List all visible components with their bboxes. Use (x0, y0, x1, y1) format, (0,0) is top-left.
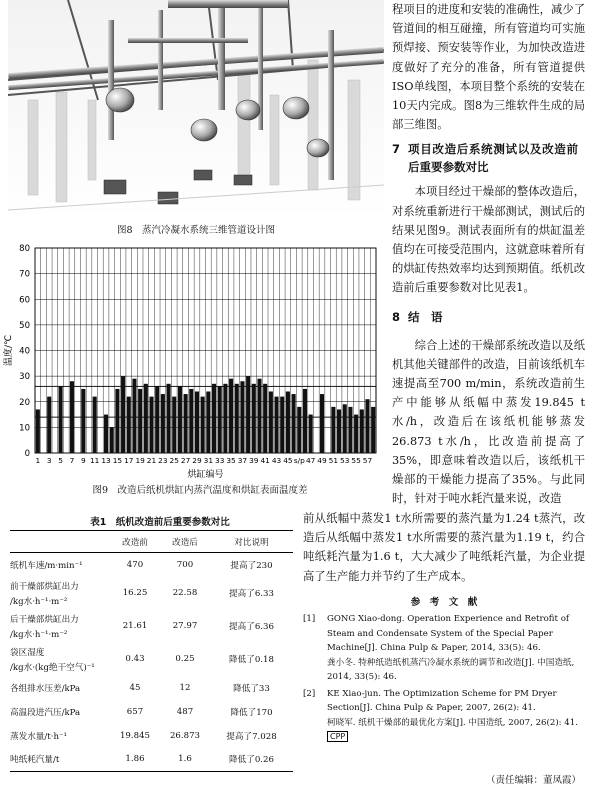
y-tick-label: 70 (19, 269, 30, 280)
bar (149, 397, 153, 453)
table1-header-row (10, 531, 293, 553)
bar (348, 407, 352, 453)
y-tick-label: 60 (19, 295, 30, 306)
table1-header-cell (10, 531, 110, 553)
table1-label: 袋区湿度 (10, 647, 45, 658)
bar (286, 392, 290, 454)
y-tick-label: 10 (19, 423, 30, 434)
x-tick-label: 13 (101, 456, 111, 465)
fig9-caption: 图9 改造后纸机烘缸内蒸汽温度和烘缸表面温度差 (92, 485, 308, 496)
table1-label: 吨纸耗汽量/t (10, 755, 60, 766)
x-tick-label: 57 (362, 456, 373, 465)
table1-label-cell (10, 676, 110, 700)
x-tick-label: 33 (215, 456, 225, 465)
paragraph-1: 程项目的进度和安装的准确性，减少了管道间的相互碰撞，所有管道均可实施预焊接、预安装等作业，为加快改造进度做好了充分的准备，所有管道提供ISO单线图，本项目整个系统的安装在10天内完成。图8为三维软件生成的局部三维图。 (392, 3, 585, 132)
table1-label-cell (10, 700, 110, 724)
bar (161, 394, 165, 453)
table1-label: 高温段进汽压/kPa (10, 707, 81, 718)
table1-row (10, 700, 293, 724)
bar (303, 389, 307, 453)
table1-cell-before: 657 (126, 706, 144, 717)
cpp-badge: CPP (327, 731, 348, 742)
x-tick-label: 15 (112, 456, 123, 465)
table1-row (10, 553, 293, 577)
right-column-upper (392, 0, 585, 508)
x-tick-label: 3 (46, 456, 52, 465)
x-tick-label: 17 (124, 456, 134, 465)
table1-cell-note: 降低了170 (230, 707, 273, 718)
table1-cell-before: 16.25 (122, 588, 148, 598)
table1-label-cell (10, 748, 110, 772)
references-list (303, 612, 585, 745)
table1-cell-before: 1.86 (125, 754, 145, 765)
paragraph-3-continued: 前从纸幅中蒸发1 t水所需要的蒸汽量为1.24 t蒸汽，改造后从纸幅中蒸发1 t水所需要的蒸汽量为1.19 t，约合吨纸耗汽量为1.6 t，大大减少了吨纸耗汽量，为企业提高了生产能力并节约了生产成本。 (303, 512, 585, 583)
bar (331, 407, 335, 453)
x-tick-label: 53 (340, 456, 350, 465)
table1-cell-note: 提高了230 (230, 560, 273, 571)
pipe-3d-rendering (8, 0, 384, 218)
bar (189, 389, 193, 453)
x-tick-label: 19 (135, 456, 145, 465)
table1-cell-note: 降低了33 (233, 683, 270, 694)
x-tick-label: 27 (180, 456, 191, 465)
bar (121, 376, 125, 453)
table1-row (10, 577, 293, 610)
x-tick-label: 47 (305, 456, 316, 465)
fig8-caption: 图8 蒸汽冷凝水系统三维管道设计图 (116, 225, 276, 236)
table1-label-cell (10, 553, 110, 577)
bar (280, 397, 284, 453)
bar (81, 389, 85, 453)
table1-label: 纸机车速/m·min⁻¹ (10, 560, 83, 571)
table1-label: 蒸发水量/t·h⁻¹ (10, 731, 67, 742)
table1-header-cell: 改造前 (122, 537, 148, 548)
x-tick-label: 49 (317, 456, 327, 465)
y-tick-label: 40 (19, 346, 30, 357)
x-tick-label: 39 (249, 456, 259, 465)
bar (274, 397, 278, 453)
section-8-title: 结 语 (408, 309, 443, 324)
table1-cell-after: 1.6 (178, 754, 192, 765)
bar (70, 381, 74, 453)
section-7-title: 项目改造后系统测试以及改造前后重要参数对比 (408, 142, 578, 175)
y-tick-label: 80 (19, 244, 30, 254)
table1-label: 后干燥部烘缸出力 (10, 614, 79, 625)
reference-chinese: 龚小冬. 特种纸造纸机蒸汽冷凝水系统的调节和改造[J]. 中国造纸, 2014, 33(5): 46. (327, 657, 575, 682)
bar (36, 409, 40, 453)
table1-cell-note: 提高了6.36 (229, 622, 274, 632)
paragraph-3: 综合上述的干燥部系统改造以及纸机其他关键部件的改造，目前该纸机车速提高至700 m/min，系统改造前生产中能够从纸幅中蒸发19.845 t水/h，改造后在该纸机能够蒸发26.873 t水/h，比改造前提高了35%，即意味着改造以后，该纸机干燥部的干燥能力提高了35%。与此同时，针对于吨水耗汽量来说，改造 (392, 338, 585, 506)
bar (252, 384, 256, 453)
table1-cell-after: 0.25 (175, 654, 195, 664)
bar (138, 389, 142, 453)
x-tick-label: 37 (237, 456, 248, 465)
reference-number: [2] (303, 688, 316, 699)
table1-label-cell (10, 577, 110, 610)
fig9-chart (0, 240, 386, 485)
bar (195, 392, 199, 454)
x-tick-label: 55 (351, 456, 361, 465)
table1-label-cell (10, 643, 110, 676)
table1-cell-before: 45 (129, 682, 141, 693)
bar (178, 386, 182, 453)
bar (172, 397, 176, 453)
table1-cell-note: 提高了7.028 (226, 731, 277, 742)
bar (365, 399, 369, 453)
references-heading: 参 考 文 献 (410, 597, 478, 608)
table1-cell-after: 12 (179, 682, 191, 693)
table1-header-cell: 对比说明 (234, 537, 269, 548)
x-tick-label: 9 (80, 456, 86, 465)
table1-cell-before: 19.845 (119, 730, 151, 741)
table1-label-cell (10, 724, 110, 748)
reference-number: [1] (303, 614, 316, 624)
section-8-heading (392, 308, 585, 326)
bar (104, 415, 108, 453)
bar (309, 415, 313, 453)
reference-item (303, 687, 585, 745)
table1-label-unit: /kg水·h⁻¹·m⁻² (10, 629, 68, 640)
bar (343, 404, 347, 453)
x-tick-label: 31 (203, 456, 214, 465)
section-8-number: 8 (392, 309, 401, 324)
table1-cell-after: 26.873 (169, 730, 201, 741)
bar (206, 392, 210, 454)
bar (297, 407, 301, 453)
bar (360, 409, 364, 453)
bar (110, 427, 114, 453)
bar (132, 379, 136, 453)
y-axis-label: 温度/℃ (4, 334, 14, 367)
reference-english: KE Xiao-jun. The Optimization Scheme for PM Dryer Section[J]. China Pulp & Paper, 2007, 26(2): 41. (327, 688, 557, 713)
bar (223, 384, 227, 453)
x-tick-label: 29 (192, 456, 202, 465)
paragraph-2: 本项目经过干燥部的整体改造后，对系统重新进行干燥部测试，测试后的结果见图9。测试表面所有的烘缸温差值均在可接受范围内，这就意味着所有的烘缸传热效率均达到预期值。纸机改造前后重要参数对比见表1。 (392, 185, 585, 295)
table1-label-cell (10, 610, 110, 643)
bar (218, 386, 222, 453)
bar (155, 386, 159, 453)
table1-row (10, 610, 293, 643)
x-axis-label: 烘缸编号 (187, 470, 224, 480)
x-tick-label: 25 (169, 456, 179, 465)
x-tick-label: s/p (293, 456, 305, 465)
bar (371, 407, 375, 453)
x-tick-label: 23 (158, 456, 168, 465)
y-tick-label: 0 (24, 449, 30, 459)
x-tick-label: 43 (271, 456, 282, 465)
bar (93, 397, 97, 453)
reference-item (303, 612, 585, 685)
reference-english: GONG Xiao-dong. Operation Experience and Retrofit of Steam and Condensate System of the Special Paper Machine[J]. China Pulp & Paper, 2014, 33(5): 46. (327, 614, 570, 653)
editor-note: （责任编辑：董凤霞） (485, 775, 581, 786)
x-tick-label: 41 (260, 456, 270, 465)
table1 (10, 530, 293, 772)
table1-cell-before: 21.61 (122, 621, 148, 631)
bar (144, 384, 148, 453)
x-tick-label: 51 (328, 456, 339, 465)
bar (47, 397, 51, 453)
table1-cell-after: 487 (176, 706, 194, 717)
bar (246, 376, 250, 453)
table1-row (10, 724, 293, 748)
table1-row (10, 643, 293, 676)
table1-cell-before: 0.43 (125, 654, 145, 664)
table1-label-unit: /kg水·(kg绝干空气)⁻¹ (10, 662, 95, 673)
bar (127, 397, 131, 453)
table1-cell-after: 27.97 (172, 621, 198, 631)
y-tick-label: 20 (19, 397, 30, 408)
table1-header-cell: 改造后 (172, 537, 198, 548)
bar (235, 384, 239, 453)
table1-title: 表1 纸机改造前后重要参数对比 (90, 517, 230, 528)
bar (257, 379, 261, 453)
bar (184, 394, 188, 453)
y-tick-label: 50 (19, 320, 30, 331)
table1-cell-note: 降低了0.26 (229, 755, 274, 766)
section-7-heading (392, 140, 585, 176)
bar (167, 384, 171, 453)
bar (59, 386, 63, 453)
bar (269, 392, 273, 454)
table1-cell-after: 700 (176, 559, 194, 570)
bar (354, 415, 358, 453)
x-tick-label: 35 (226, 456, 236, 465)
table1-label: 前干燥部烘缸出力 (10, 581, 79, 592)
table1-label: 各组排水压差/kPa (10, 683, 81, 694)
bar (337, 409, 341, 453)
bar (263, 384, 267, 453)
table1-cell-after: 22.58 (172, 588, 198, 598)
x-tick-label: 11 (89, 456, 100, 465)
bar (201, 397, 205, 453)
x-tick-label: 21 (146, 456, 157, 465)
table1-label-unit: /kg水·h⁻¹·m⁻² (10, 596, 68, 607)
y-tick-label: 30 (19, 372, 30, 383)
temperature-diff-bar-chart (0, 240, 386, 485)
x-tick-label: 45 (283, 456, 293, 465)
x-tick-label: 7 (69, 456, 75, 465)
bar (212, 384, 216, 453)
bar (229, 379, 233, 453)
bar (115, 389, 119, 453)
bar (292, 394, 296, 453)
fig8-figure (8, 0, 384, 218)
bar (240, 381, 244, 453)
table1-cell-note: 降低了0.18 (229, 655, 274, 665)
x-tick-label: 5 (58, 456, 63, 465)
table1-row (10, 748, 293, 772)
table1-cell-before: 470 (126, 559, 144, 570)
x-tick-label: 1 (35, 456, 41, 465)
table1-row (10, 676, 293, 700)
section-7-number: 7 (392, 142, 401, 157)
table1-cell-note: 提高了6.33 (229, 589, 274, 599)
bar (320, 394, 324, 453)
reference-chinese: 柯晓军. 纸机干燥部的最优化方案[J]. 中国造纸, 2007, 26(2): 41. CPP (327, 717, 578, 741)
